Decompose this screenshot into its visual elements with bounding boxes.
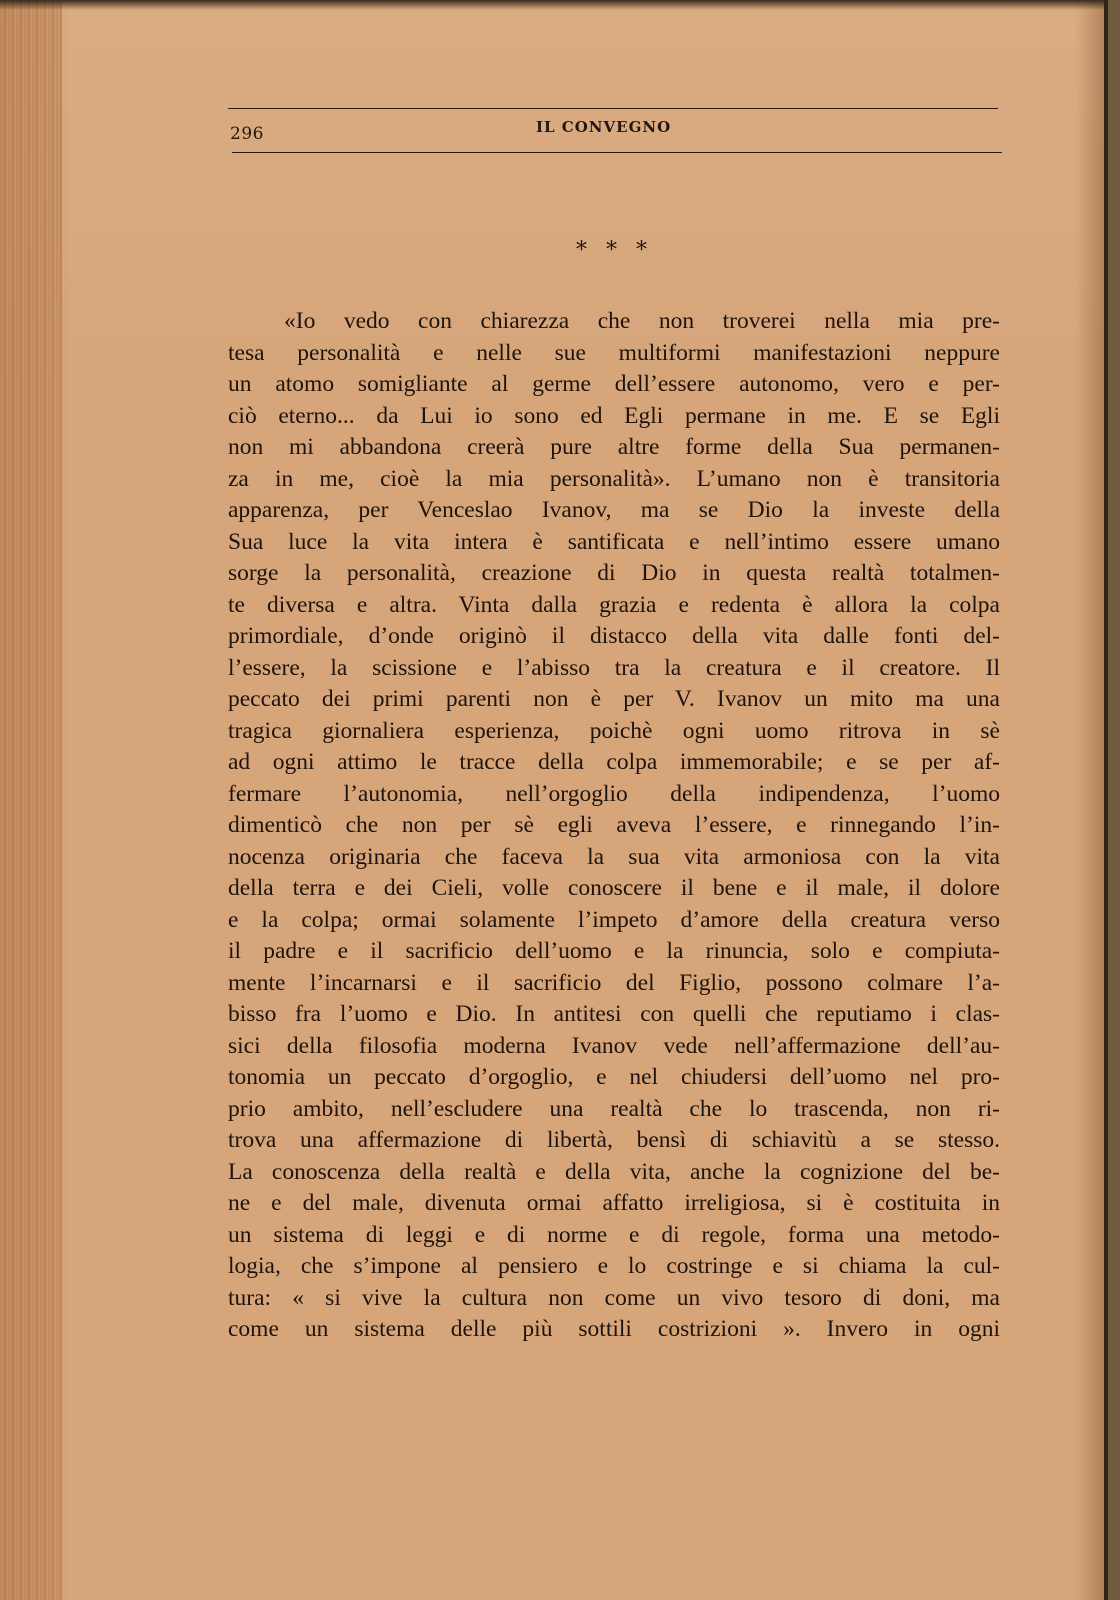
text-line: primordiale, d’onde originò il distacco della vita dalle fonti del- [228,623,1000,649]
text-line: trova una affermazione di libertà, bensì di schiavitù a se stesso. [228,1127,1000,1153]
text-line: dimenticò che non per sè egli aveva l’essere, e rinnegando l’in- [228,812,1000,838]
text-line: un atomo somigliante al germe dell’essere autonomo, vero e per- [228,371,1000,397]
text-line: sorge la personalità, creazione di Dio in questa realtà totalmen- [228,560,1000,586]
text-line: «Io vedo con chiarezza che non troverei nella mia pre- [284,308,1000,334]
text-line: ciò eterno... da Lui io sono ed Egli permane in me. E se Egli [228,402,1000,429]
text-line: La conoscenza della realtà e della vita, anche la cognizione del be- [228,1158,1000,1185]
header-rule-bottom [232,152,1002,153]
section-asterism: * * * [576,238,653,263]
text-line: fermare l’autonomia, nell’orgoglio della indipendenza, l’uomo [228,780,1000,807]
text-line: tesa personalità e nelle sue multiformi manifestazioni neppure [228,339,1000,366]
text-line: nocenza originaria che faceva la sua vita armoniosa con la vita [228,843,1000,870]
body-text [228,306,1000,1346]
text-line: ad ogni attimo le tracce della colpa immemorabile; e se per af- [228,749,1000,775]
text-line: te diversa e altra. Vinta dalla grazia e redenta è allora la colpa [228,591,1000,618]
text-line: za in me, cioè la mia personalità». L’umano non è transitoria [228,465,1000,492]
text-line: tragica giornaliera esperienza, poichè ogni uomo ritrova in sè [228,717,1000,744]
text-line: Sua luce la vita intera è santificata e nell’intimo essere umano [228,528,1000,555]
text-line: l’essere, la scissione e l’abisso tra la creatura e il creatore. Il [228,654,1000,681]
text-line: apparenza, per Venceslao Ivanov, ma se Dio la investe della [228,497,1000,523]
page-number: 296 [230,124,264,144]
text-line: logia, che s’impone al pensiero e lo costringe e si chiama la cul- [228,1253,1000,1279]
running-head: IL CONVEGNO [536,118,672,136]
header-rule-top [228,108,998,109]
text-line: peccato dei primi parenti non è per V. Ivanov un mito ma una [228,686,1000,712]
top-shadow [0,0,1120,10]
text-line: bisso fra l’uomo e Dio. In antitesi con quelli che reputiamo i clas- [228,1001,1000,1027]
text-line: e la colpa; ormai solamente l’impeto d’amore della creatura verso [228,906,1000,933]
text-line: il padre e il sacrificio dell’uomo e la rinuncia, solo e compiuta- [228,938,1000,964]
text-line: prio ambito, nell’escludere una realtà che lo trascenda, non ri- [228,1095,1000,1122]
text-line: ne e del male, divenuta ormai affatto irreligiosa, si è costituita in [228,1190,1000,1216]
text-line: non mi abbandona creerà pure altre forme della Sua permanen- [228,434,1000,460]
page-stack-edge [0,0,62,1600]
text-line: tonomia un peccato d’orgoglio, e nel chiudersi dell’uomo nel pro- [228,1064,1000,1090]
text-line: un sistema di leggi e di norme e di regole, forma una metodo- [228,1221,1000,1248]
text-line: della terra e dei Cieli, volle conoscere il bene e il male, il dolore [228,875,1000,901]
text-line: come un sistema delle più sottili costrizioni ». Invero in ogni [228,1316,1000,1342]
text-line: tura: « si vive la cultura non come un vivo tesoro di doni, ma [228,1284,1000,1311]
text-line: mente l’incarnarsi e il sacrificio del Figlio, possono colmare l’a- [228,969,1000,996]
book-cover-edge [1108,0,1120,1600]
text-line: sici della filosofia moderna Ivanov vede nell’affermazione dell’au- [228,1032,1000,1059]
